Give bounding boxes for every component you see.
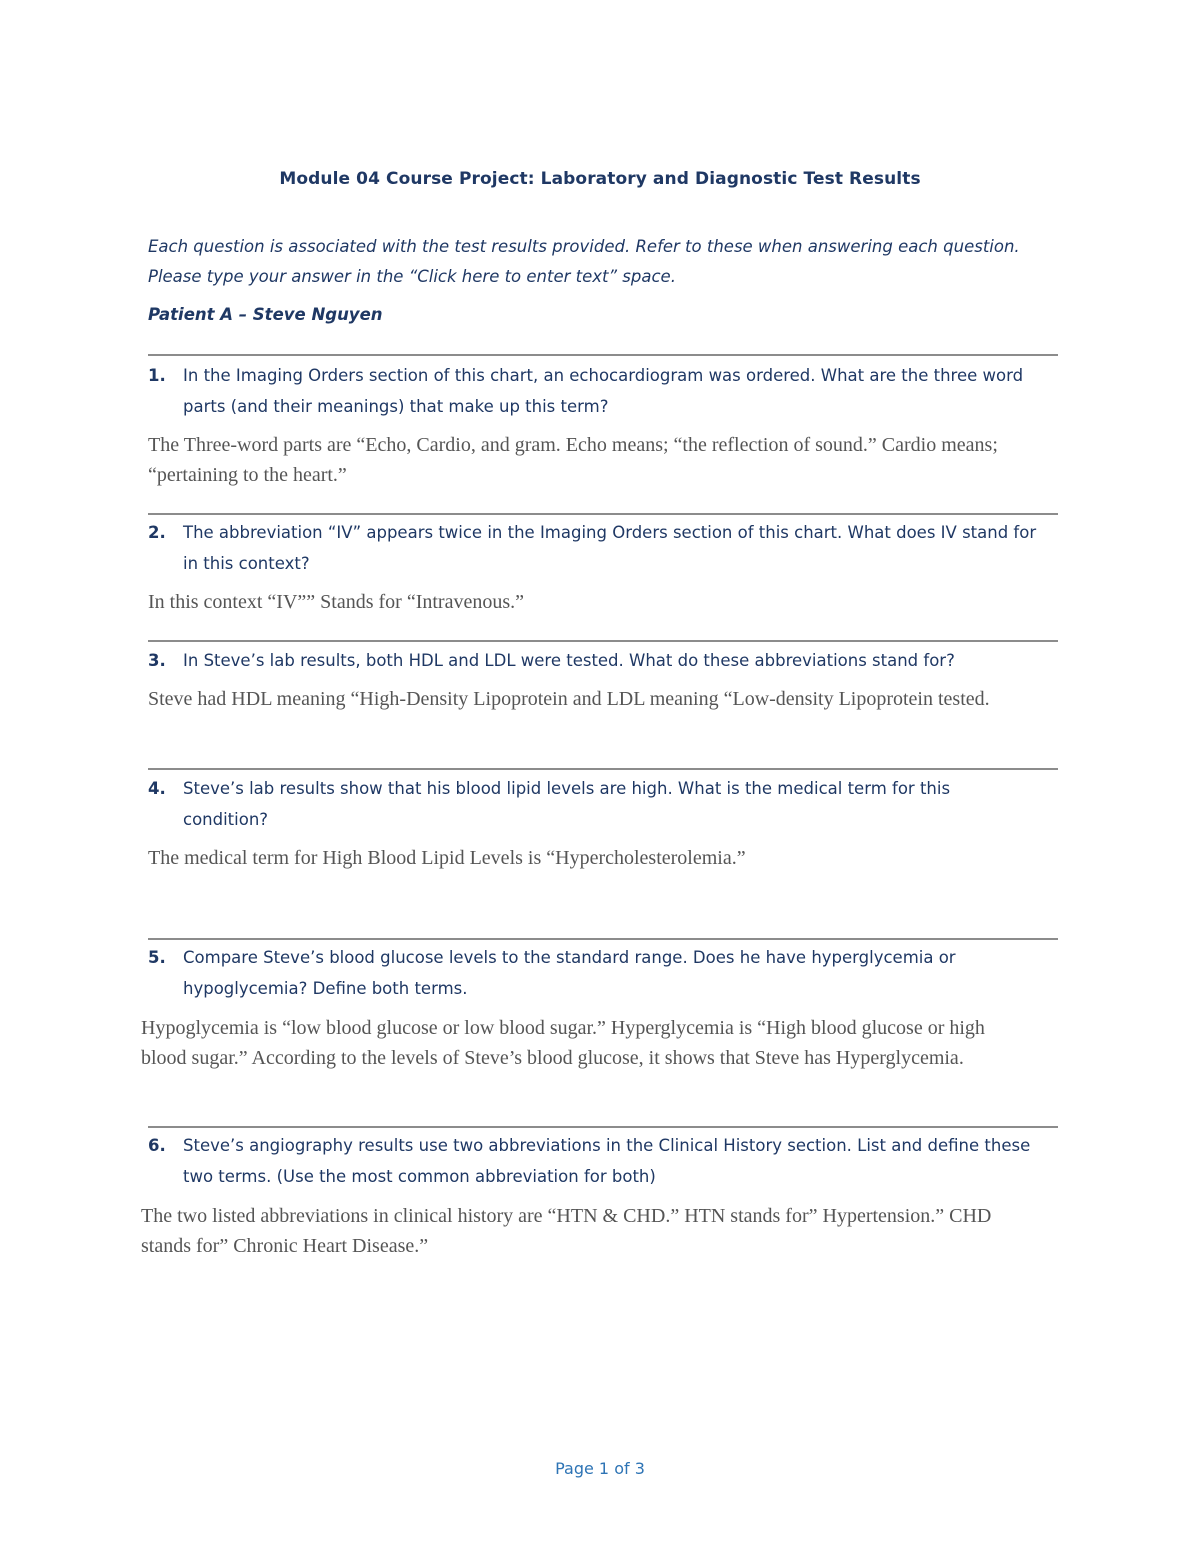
answer-6[interactable]: The two listed abbreviations in clinical history are “HTN & CHD.” HTN stands for” Hypertension.” CHD stands for” Chronic Heart Disease.”: [141, 1205, 992, 1257]
answer-1[interactable]: The Three-word parts are “Echo, Cardio, and gram. Echo means; “the reflection of sound.” Cardio means; “pertaining to the heart.”: [148, 434, 998, 486]
answer-5[interactable]: Hypoglycemia is “low blood glucose or low blood sugar.” Hyperglycemia is “High blood glucose or high blood sugar.” According to the levels of Steve’s blood glucose, it shows that Steve has Hyperglycemia.: [141, 1017, 985, 1069]
section-divider: [148, 1126, 1058, 1128]
instructions-text: Each question is associated with the test results provided. Refer to these when answering each question. Please type your answer in the “Click here to enter text” space.: [148, 237, 1020, 286]
answer-2[interactable]: In this context “IV”” Stands for “Intravenous.”: [148, 591, 524, 613]
page-number: Page 1 of 3: [555, 1459, 645, 1478]
question-number: 6.: [148, 1136, 166, 1155]
question-text: Steve’s angiography results use two abbreviations in the Clinical History section. List and define these two terms. (Use the most common abbreviation for both): [183, 1136, 1031, 1186]
section-divider: [148, 640, 1058, 642]
question-text: In the Imaging Orders section of this chart, an echocardiogram was ordered. What are the three word parts (and their meanings) that make up this term?: [183, 366, 1024, 416]
section-divider: [148, 513, 1058, 515]
question-number: 1.: [148, 366, 166, 385]
question-text: In Steve’s lab results, both HDL and LDL were tested. What do these abbreviations stand for?: [183, 651, 955, 670]
question-text: Compare Steve’s blood glucose levels to the standard range. Does he have hyperglycemia or hypoglycemia? Define both terms.: [183, 948, 956, 998]
question-4: [148, 773, 1038, 835]
question-2: [148, 517, 1038, 579]
section-divider: [148, 768, 1058, 770]
question-number: 4.: [148, 779, 166, 798]
question-3: [148, 645, 1038, 676]
question-number: 5.: [148, 948, 166, 967]
section-divider: [148, 938, 1058, 940]
question-number: 2.: [148, 523, 166, 542]
document-title: Module 04 Course Project: Laboratory and Diagnostic Test Results: [279, 169, 921, 189]
answer-4[interactable]: The medical term for High Blood Lipid Levels is “Hypercholesterolemia.”: [148, 847, 746, 869]
patient-heading: Patient A – Steve Nguyen: [148, 305, 383, 324]
question-number: 3.: [148, 651, 166, 670]
answer-3[interactable]: Steve had HDL meaning “High-Density Lipoprotein and LDL meaning “Low-density Lipoprotein tested.: [148, 688, 990, 710]
question-text: Steve’s lab results show that his blood lipid levels are high. What is the medical term for this condition?: [183, 779, 951, 829]
question-text: The abbreviation “IV” appears twice in the Imaging Orders section of this chart. What does IV stand for in this context?: [183, 523, 1037, 573]
section-divider: [148, 354, 1058, 356]
question-6: [148, 1130, 1038, 1192]
question-5: [148, 942, 1038, 1004]
question-1: [148, 360, 1038, 422]
